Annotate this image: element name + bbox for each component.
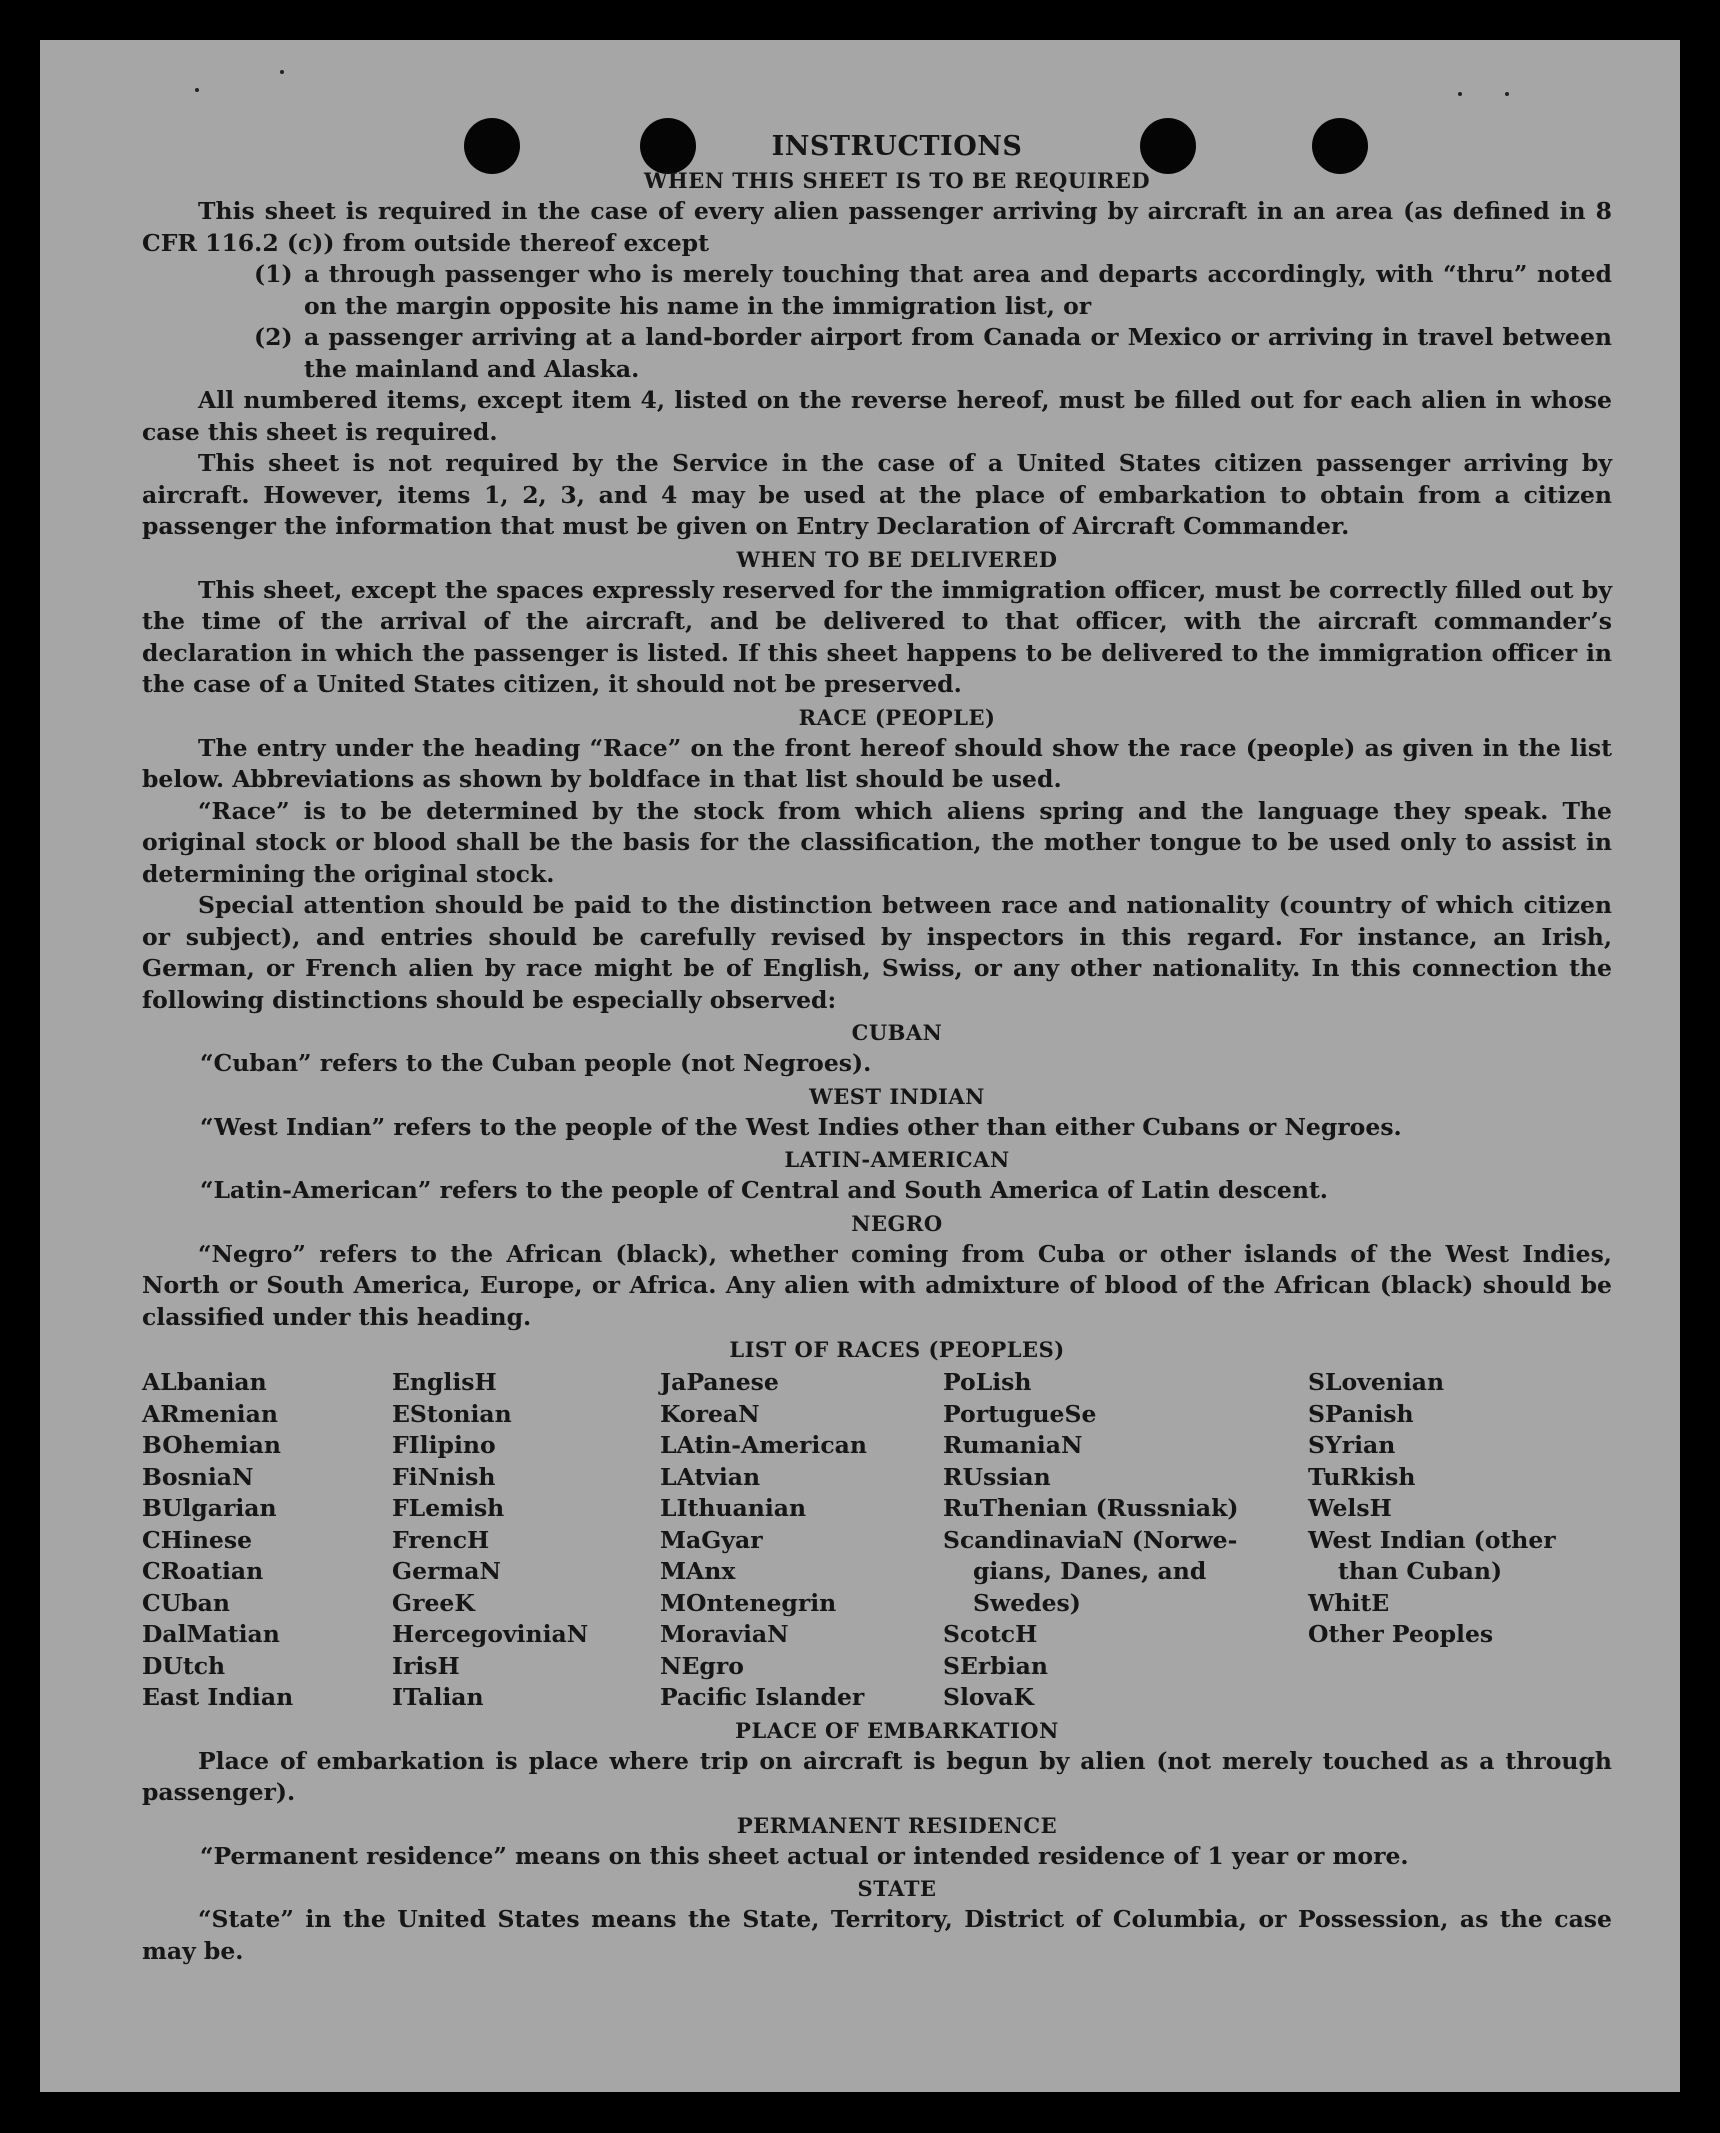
race-entry: DUtch [142, 1651, 226, 1680]
race-entry: MoraviaN [660, 1620, 789, 1648]
race-entry: GreeK [392, 1588, 475, 1617]
latin-american-definition: “Latin-American” refers to the people of Central and South America of Latin descent. [200, 1176, 1328, 1204]
heading-embarkation: PLACE OF EMBARKATION [735, 1717, 1059, 1743]
race-entry: GermaN [392, 1557, 501, 1585]
race-entry: SlovaK [943, 1683, 1034, 1711]
race-entry: gians, Danes, and [973, 1557, 1207, 1585]
race-entry: RuThenian (Russniak) [943, 1494, 1239, 1522]
embarkation-definition: Place of embarkation is place where trip on aircraft is begun by alien (not merely touched as a through passenger). [142, 1746, 1612, 1806]
race-entry: WelsH [1308, 1494, 1392, 1522]
race-entry: BosniaN [142, 1462, 254, 1491]
race-entry: SLovenian [1308, 1368, 1445, 1396]
heading-when-delivered: WHEN TO BE DELIVERED [736, 546, 1058, 572]
race-entry: Swedes) [973, 1588, 1081, 1617]
speck [1458, 92, 1462, 96]
race-entry: LAtin-American [660, 1431, 867, 1459]
race-entry: LIthuanian [660, 1494, 807, 1522]
race-entry: SYrian [1308, 1431, 1396, 1459]
race-entry: MAnx [660, 1557, 736, 1585]
races-column [660, 1367, 943, 1714]
race-entry: NEgro [660, 1651, 744, 1680]
heading-latin-american: LATIN-AMERICAN [784, 1147, 1010, 1172]
race-entry: HercegoviniaN [392, 1620, 589, 1648]
instructions-content [142, 130, 1612, 1967]
race-entry: DalMatian [142, 1620, 280, 1648]
race-entry: Pacific Islander [660, 1683, 865, 1711]
race-entry: PortugueSe [943, 1399, 1097, 1428]
races-column [1308, 1367, 1612, 1714]
race-entry: SPanish [1308, 1399, 1414, 1428]
residence-definition: “Permanent residence” means on this sheet actual or intended residence of 1 year or more. [200, 1841, 1409, 1870]
state-definition: “State” in the United States means the State, Territory, District of Columbia, or Possession, as the case may be. [142, 1905, 1612, 1965]
race-entry: BUlgarian [142, 1494, 277, 1522]
race-entry: LAtvian [660, 1462, 761, 1491]
race-entry: CHinese [142, 1525, 253, 1554]
races-column [392, 1367, 660, 1714]
heading-race: RACE (PEOPLE) [798, 704, 996, 730]
document-sheet [40, 40, 1680, 2092]
race-entry: CRoatian [142, 1557, 264, 1585]
race-entry: FLemish [392, 1494, 505, 1522]
race-entry: EnglisH [392, 1368, 497, 1396]
numbered-items-paragraph: All numbered items, except item 4, listed on the reverse hereof, must be filled out for each alien in whose case this sheet is required. [142, 386, 1612, 446]
race-entry: ScandinaviaN (Norwe- [943, 1525, 1238, 1554]
race-entry: FrencH [392, 1525, 490, 1554]
race-entry: KoreaN [660, 1399, 760, 1428]
speck [195, 88, 199, 92]
race-entry: ITalian [392, 1683, 484, 1711]
races-list [142, 1367, 1612, 1714]
heading-cuban: CUBAN [851, 1020, 943, 1045]
exception-item-1 [254, 259, 1612, 322]
race-entry: TuRkish [1308, 1462, 1416, 1491]
page-title: INSTRUCTIONS [771, 131, 1023, 162]
heading-permanent-residence: PERMANENT RESIDENCE [736, 1812, 1058, 1838]
speck [280, 70, 284, 74]
exception-item-2 [254, 322, 1612, 385]
race-entry: RUssian [943, 1462, 1051, 1491]
race-entry: SErbian [943, 1651, 1048, 1680]
race-entry: PoLish [943, 1368, 1032, 1396]
heading-when-required: WHEN THIS SHEET IS TO BE REQUIRED [643, 168, 1151, 193]
item-text: a through passenger who is merely touching that area and departs accordingly, with “thru” noted on the margin opposite his name in the immigration list, or [304, 260, 1612, 320]
item-text: a passenger arriving at a land-border airport from Canada or Mexico or arriving in travel between the mainland and Alaska. [304, 323, 1612, 383]
heading-list-of-races: LIST OF RACES (PEOPLES) [729, 1337, 1065, 1362]
item-number: (1) [254, 260, 293, 288]
race-entry: MaGyar [660, 1525, 763, 1554]
race-entry: than Cuban) [1338, 1557, 1503, 1585]
heading-west-indian: WEST INDIAN [809, 1083, 985, 1109]
race-entry: ALbanian [142, 1368, 267, 1396]
race-entry: JaPanese [660, 1368, 779, 1396]
heading-state: STATE [857, 1876, 937, 1901]
race-entry: CUban [142, 1588, 230, 1617]
negro-definition: “Negro” refers to the African (black), whether coming from Cuba or other islands of the West Indies, North or South America, Europe, or Africa. Any alien with admixture of blood of the African (black) should be classified under this heading. [142, 1239, 1612, 1331]
race-entry: BOhemian [142, 1431, 281, 1459]
race-entry: ScotcH [943, 1620, 1038, 1648]
item-number: (2) [254, 323, 293, 351]
race-entry: West Indian (other [1308, 1525, 1556, 1554]
race-entry: ARmenian [142, 1399, 278, 1428]
when-required-intro: This sheet is required in the case of every alien passenger arriving by aircraft in an area (as defined in 8 CFR 116.2 (c)) from outside thereof except [142, 197, 1612, 257]
when-delivered-text: This sheet, except the spaces expressly reserved for the immigration officer, must be correctly filled out by the time of the arrival of the aircraft, and be delivered to that officer, with the aircraft commander’s declaration in which the passenger is listed. If this sheet happens to be delivered to the immigration officer in the case of a United States citizen, it should not be preserved. [142, 575, 1612, 698]
race-paragraph-1: The entry under the heading “Race” on the front hereof should show the race (people) as given in the list below. Abbreviations as shown by boldface in that list should be used. [142, 733, 1612, 793]
race-entry: FiNnish [392, 1462, 496, 1491]
speck [1505, 92, 1509, 96]
cuban-definition: “Cuban” refers to the Cuban people (not Negroes). [200, 1049, 872, 1077]
citizen-paragraph: This sheet is not required by the Service in the case of a United States citizen passenger arriving by aircraft. However, items 1, 2, 3, and 4 may be used at the place of embarkation to obtain from a citizen passenger the information that must be given on Entry Declaration of Aircraft Commander. [142, 449, 1612, 540]
race-entry: WhitE [1308, 1588, 1390, 1617]
race-paragraph-3: Special attention should be paid to the distinction between race and nationality (country of which citizen or subject), and entries should be carefully revised by inspectors in this regard. For instance, an Irish, German, or French alien by race might be of English, Swiss, or any other nationality. In this connection the following distinctions should be especially observed: [142, 891, 1612, 1014]
race-paragraph-2: “Race” is to be determined by the stock from which aliens spring and the language they speak. The original stock or blood shall be the basis for the classification, the mother tongue to be used only to assist in determining the original stock. [142, 796, 1612, 888]
race-entry: RumaniaN [943, 1431, 1083, 1459]
races-column [142, 1367, 392, 1714]
races-column [943, 1367, 1308, 1714]
west-indian-definition: “West Indian” refers to the people of the West Indies other than either Cubans or Negroes. [200, 1112, 1402, 1141]
race-entry: Other Peoples [1308, 1620, 1494, 1648]
heading-negro: NEGRO [851, 1210, 943, 1236]
race-entry: IrisH [392, 1651, 460, 1680]
race-entry: EStonian [392, 1399, 512, 1428]
race-entry: East Indian [142, 1683, 294, 1711]
race-entry: MOntenegrin [660, 1588, 837, 1617]
race-entry: FIlipino [392, 1431, 496, 1459]
